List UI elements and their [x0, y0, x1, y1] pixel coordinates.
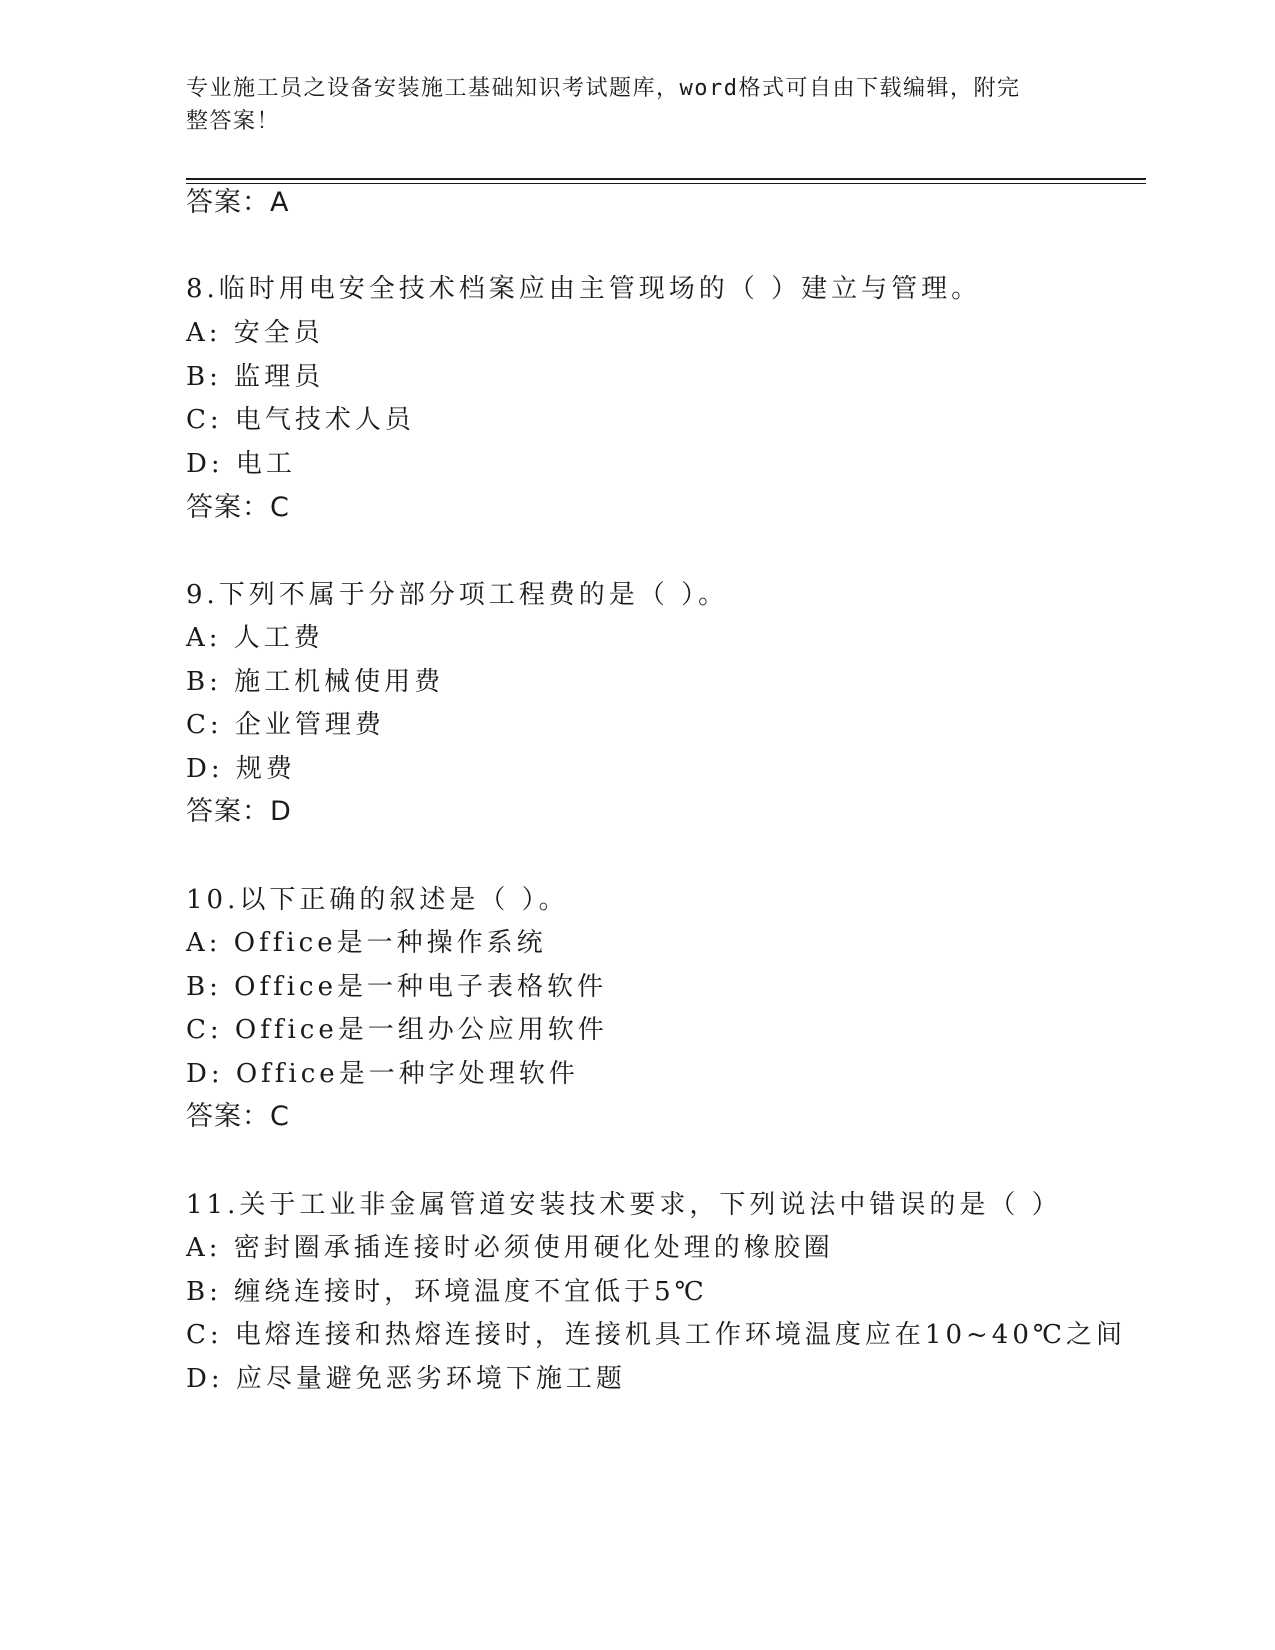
question-9-answer: 答案：D: [186, 796, 292, 827]
question-9-option-a: A: 人工费: [186, 623, 324, 653]
question-8-option-b: B: 监理员: [186, 362, 325, 392]
question-10-stem: 10.以下正确的叙述是（ ）。: [186, 885, 569, 915]
document-header: [186, 72, 1066, 138]
question-10-answer: 答案：C: [186, 1101, 290, 1132]
header-line-1: 专业施工员之设备安装施工基础知识考试题库，word格式可自由下载编辑，附完: [186, 76, 1021, 101]
question-9-stem: 9.下列不属于分部分项工程费的是（ ）。: [186, 580, 729, 610]
question-9-option-c: C: 企业管理费: [186, 710, 385, 740]
question-11-option-c: C: 电熔连接和热熔连接时，连接机具工作环境温度应在10~40℃之间: [186, 1320, 1126, 1350]
question-10-option-c: C: Office是一组办公应用软件: [186, 1015, 608, 1045]
question-11-option-d: D: 应尽量避免恶劣环境下施工题: [186, 1364, 626, 1394]
header-divider-thick: [186, 178, 1146, 180]
question-8-stem: 8.临时用电安全技术档案应由主管现场的（ ）建立与管理。: [186, 274, 982, 304]
previous-answer: 答案：A: [186, 187, 290, 218]
question-11-option-a: A: 密封圈承插连接时必须使用硬化处理的橡胶圈: [186, 1233, 834, 1263]
header-line-2: 整答案！: [186, 109, 281, 134]
question-9-option-b: B: 施工机械使用费: [186, 667, 445, 697]
question-8-option-d: D: 电工: [186, 449, 296, 479]
question-8-option-c: C: 电气技术人员: [186, 405, 415, 435]
question-11-stem: 11.关于工业非金属管道安装技术要求，下列说法中错误的是（ ）: [186, 1190, 1062, 1220]
question-10-option-d: D: Office是一种字处理软件: [186, 1059, 579, 1089]
question-10-option-b: B: Office是一种电子表格软件: [186, 972, 607, 1002]
question-11-option-b: B: 缠绕连接时，环境温度不宜低于5℃: [186, 1277, 708, 1307]
question-8-answer: 答案：C: [186, 492, 290, 523]
header-divider-thin: [186, 183, 1146, 184]
question-8-option-a: A: 安全员: [186, 318, 324, 348]
question-9-option-d: D: 规费: [186, 754, 296, 784]
question-10-option-a: A: Office是一种操作系统: [186, 928, 547, 958]
